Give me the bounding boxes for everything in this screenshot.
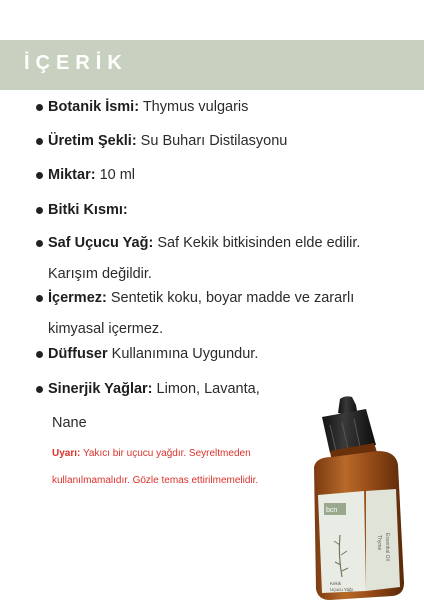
- item-label: Düffuser: [48, 346, 108, 362]
- warning-text: Yakıcı bir uçucu yağdır. Seyreltmeden kullanılmamalıdır. Gözle temas ettirilmemelidir.: [52, 448, 259, 486]
- item-value: Su Buharı Distilasyonu: [136, 133, 288, 149]
- warning-note: [52, 440, 312, 494]
- item-value: 10 ml: [95, 167, 136, 183]
- bullet-icon: [36, 386, 43, 393]
- bullet-icon: [36, 295, 43, 302]
- bottle-side-text: Essential Oil: [384, 533, 390, 561]
- bottle-label-line: Kekik: [330, 581, 342, 586]
- item-value: Kullanımına Uygundur.: [107, 346, 259, 362]
- bullet-icon: [36, 138, 43, 145]
- item-label: İçermez:: [48, 290, 107, 306]
- bullet-icon: [36, 172, 43, 179]
- list-item-plant-part: [48, 195, 398, 226]
- product-bottle-image: [300, 395, 410, 600]
- list-item-production-method: [48, 126, 398, 157]
- list-item-botanical-name: [48, 92, 398, 123]
- bullet-icon: [36, 104, 43, 111]
- list-item-diffuser: [48, 339, 398, 370]
- item-label: Saf Uçucu Yağ:: [48, 235, 154, 251]
- section-title: İÇERİK: [24, 52, 128, 74]
- list-item-does-not-contain: [48, 283, 398, 345]
- bottle-side-text: Thyme: [376, 535, 382, 551]
- item-label: Sinerjik Yağlar:: [48, 381, 153, 397]
- list-item-pure-oil: [48, 228, 398, 290]
- item-value: Limon, Lavanta,: [152, 381, 260, 397]
- bullet-icon: [36, 207, 43, 214]
- item-label: Üretim Şekli:: [48, 133, 137, 149]
- item-label: Bitki Kısmı:: [48, 202, 128, 218]
- section-header: [0, 40, 424, 90]
- bullet-icon: [36, 240, 43, 247]
- bullet-icon: [36, 351, 43, 358]
- list-item-quantity: [48, 160, 398, 191]
- brand-text: bcn: [326, 507, 338, 514]
- item-label: Miktar:: [48, 167, 96, 183]
- bottle-side-label: [366, 489, 400, 591]
- item-value: Saf Kekik bitkisinden elde edilir. Karışım değildir.: [48, 235, 361, 282]
- bottle-label-line: Uçucu Yağı: [330, 587, 353, 592]
- synergy-oils-continuation: Nane: [52, 415, 87, 431]
- warning-label: Uyarı:: [52, 448, 81, 459]
- item-label: Botanik İsmi:: [48, 99, 140, 115]
- item-value: Sentetik koku, boyar madde ve zararlı kimyasal içermez.: [48, 290, 355, 337]
- item-value: Thymus vulgaris: [139, 99, 249, 115]
